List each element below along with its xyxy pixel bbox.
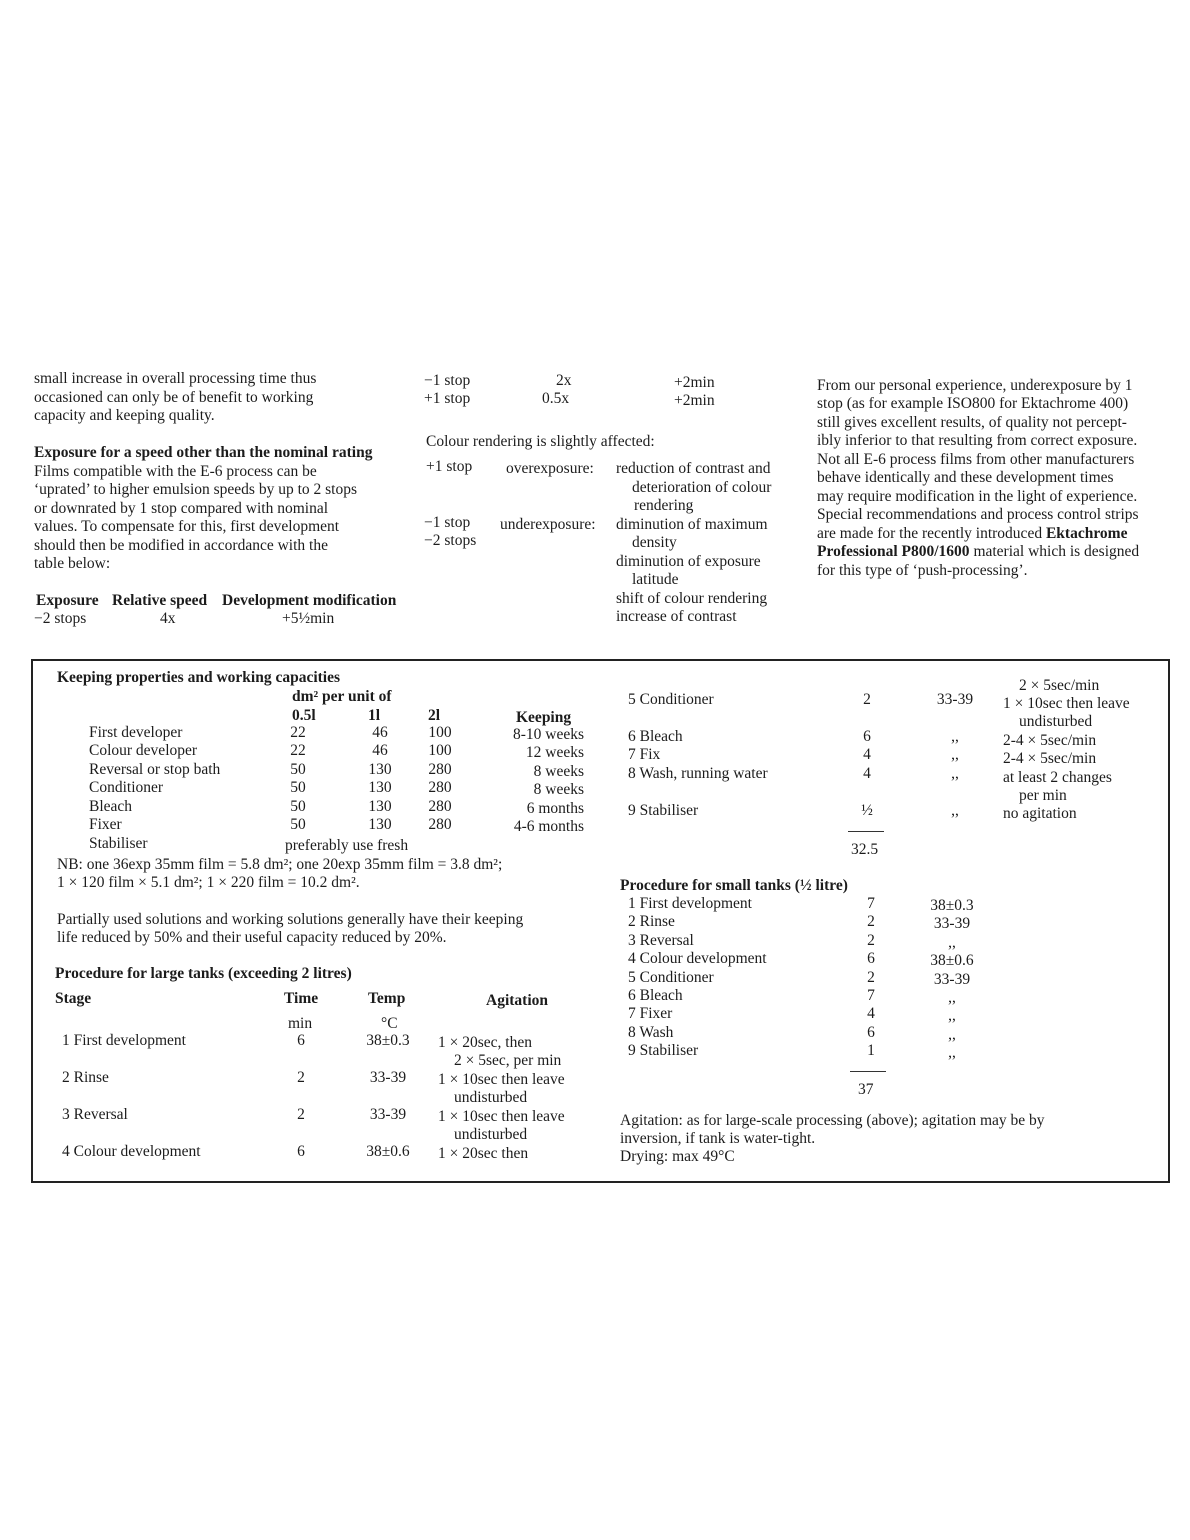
large-row-stage: 1 First development	[62, 1032, 186, 1049]
small-row-time: 6	[867, 1023, 875, 1041]
agitation-line: Agitation: as for large-scale processing (above); agitation may be by	[620, 1112, 1045, 1129]
large-row-time: 4	[863, 746, 871, 763]
large-row-agitation: 2-4 × 5sec/min	[1003, 732, 1097, 749]
large-row-time: 6	[297, 1032, 305, 1049]
large-row-temp: ,,	[951, 802, 959, 819]
cell-exposure: −2 stops	[34, 610, 87, 627]
experience-line	[817, 543, 1139, 562]
keeping-row-one-litre: 46	[372, 724, 388, 741]
exposure-line: values. To compensate for this, first development	[34, 518, 340, 535]
large-row-time: 6	[297, 1143, 305, 1160]
keeping-row-two-litre: 280	[428, 779, 452, 796]
small-row-stage: 7 Fixer	[628, 1005, 673, 1023]
small-row-temp: ,,	[948, 1025, 956, 1043]
large-row-temp: 33-39	[369, 1106, 407, 1123]
keeping-row-half-litre: 22	[290, 724, 306, 741]
keeping-row-two-litre: 280	[428, 816, 452, 833]
under-effect: diminution of exposure	[616, 553, 761, 570]
experience-line: ibly inferior to that resulting from correct exposure.	[817, 432, 1138, 449]
cell-exposure: +1 stop	[424, 390, 471, 407]
col-header-half-litre: 0.5l	[292, 707, 316, 724]
cell-development-modification: +2min	[674, 392, 715, 409]
large-row-agitation: 2 × 5sec, per min	[454, 1052, 562, 1069]
header-development-modification: Development modification	[222, 592, 397, 609]
exposure-line: ‘uprated’ to higher emulsion speeds by up to 2 stops	[34, 481, 358, 498]
keeping-row-name: First developer	[89, 724, 183, 741]
large-row-stage: 4 Colour development	[62, 1143, 201, 1160]
keeping-row-half-litre: 50	[290, 779, 306, 796]
over-effect: deterioration of colour	[632, 479, 772, 496]
large-row-agitation: 1 × 10sec then leave	[1003, 695, 1130, 712]
small-row-time: 6	[867, 950, 875, 968]
under-effect: density	[632, 534, 677, 551]
keeping-row-one-litre: 130	[368, 798, 392, 815]
large-row-agitation: undisturbed	[454, 1126, 528, 1143]
large-row-agitation: 2-4 × 5sec/min	[1003, 750, 1097, 767]
keeping-row-two-litre: 280	[428, 798, 452, 815]
under-label: underexposure:	[500, 516, 596, 533]
header-stage: Stage	[55, 990, 92, 1007]
experience-line: Special recommendations and process control strips	[817, 506, 1139, 523]
small-row-stage: 8 Wash	[628, 1023, 674, 1041]
exposure-line: or downrated by 1 stop compared with nominal	[34, 500, 329, 517]
large-row-agitation: 1 × 10sec then leave	[438, 1108, 565, 1125]
large-row-temp: 33-39	[369, 1069, 407, 1086]
total-rule	[848, 831, 884, 832]
keeping-row-one-litre: 130	[368, 761, 392, 778]
large-total: 32.5	[851, 841, 879, 858]
under-stop: −2 stops	[424, 532, 477, 549]
small-row-stage: 4 Colour development	[628, 950, 767, 968]
large-row-time: 2	[297, 1106, 305, 1123]
keeping-row-name: Fixer	[89, 816, 122, 833]
small-row-time: 1	[867, 1042, 875, 1060]
keeping-row-name: Bleach	[89, 798, 133, 815]
keeping-row-two-litre: 280	[428, 761, 452, 778]
experience-line: Not all E-6 process films from other manufacturers	[817, 451, 1135, 468]
keeping-row-duration: 8 weeks	[533, 763, 584, 780]
col-header-one-litre: 1l	[368, 707, 381, 724]
product-name: Ektachrome	[1045, 525, 1128, 542]
small-row-time: 7	[867, 895, 875, 912]
small-row-time: 2	[867, 968, 875, 986]
large-row-stage: 2 Rinse	[62, 1069, 109, 1086]
keeping-row-half-litre: 50	[290, 816, 306, 833]
under-effect: shift of colour rendering	[616, 590, 768, 607]
under-stop: −1 stop	[424, 514, 471, 531]
cell-exposure: −1 stop	[424, 372, 471, 389]
header-relative-speed: Relative speed	[112, 592, 208, 609]
large-row-agitation: at least 2 changes	[1003, 769, 1112, 786]
large-row-stage: 6 Bleach	[628, 728, 683, 745]
large-row-agitation: undisturbed	[454, 1089, 528, 1106]
header-exposure: Exposure	[36, 592, 99, 609]
cell-development-modification: +5½min	[282, 610, 335, 627]
experience-line: for this type of ‘push-processing’.	[817, 562, 1028, 579]
small-row-stage: 9 Stabiliser	[628, 1042, 699, 1060]
small-row-time: 2	[867, 931, 875, 949]
under-effect: diminution of maximum	[616, 516, 768, 533]
keeping-row-name: Conditioner	[89, 779, 164, 796]
intro-line: capacity and keeping quality.	[34, 407, 215, 424]
small-tank-title: Procedure for small tanks (½ litre)	[620, 877, 848, 894]
experience-line: From our personal experience, underexposure by 1	[817, 377, 1133, 394]
small-total: 37	[858, 1081, 874, 1098]
small-row-stage: 1 First development	[628, 895, 752, 912]
cell-development-modification: +2min	[674, 374, 715, 391]
large-row-stage: 7 Fix	[628, 746, 661, 763]
large-row-temp: 33-39	[936, 691, 974, 708]
small-row-stage: 2 Rinse	[628, 913, 675, 931]
stabiliser-note: preferably use fresh	[285, 837, 409, 854]
large-row-temp: 38±0.6	[366, 1143, 410, 1160]
colour-rendering-heading: Colour rendering is slightly affected:	[426, 433, 655, 450]
keeping-row-one-litre: 130	[368, 816, 392, 833]
keeping-row-duration: 4-6 months	[513, 818, 584, 835]
keeping-row-two-litre: 100	[428, 742, 452, 759]
large-row-agitation: 1 × 10sec then leave	[438, 1071, 565, 1088]
col-header-two-litre: 2l	[428, 707, 441, 724]
small-row-temp: ,,	[948, 933, 956, 951]
stabiliser-name: Stabiliser	[89, 835, 148, 852]
large-tank-title: Procedure for large tanks (exceeding 2 litres)	[55, 965, 352, 982]
nb-line: 1 × 120 film × 5.1 dm²; 1 × 220 film = 10.2 dm².	[57, 874, 360, 891]
header-agitation: Agitation	[486, 992, 548, 1009]
partial-line: life reduced by 50% and their useful capacity reduced by 20%.	[57, 929, 447, 946]
experience-line	[817, 525, 1127, 544]
experience-line: stop (as for example ISO800 for Ektachrome 400)	[817, 395, 1129, 412]
small-row-temp: ,,	[948, 989, 956, 1006]
over-effect: reduction of contrast and	[616, 460, 771, 477]
cell-relative-speed: 0.5x	[542, 390, 570, 407]
large-row-temp: ,,	[951, 746, 959, 763]
large-row-stage: 9 Stabiliser	[628, 802, 699, 819]
experience-line: may require modification in the light of experience.	[817, 488, 1138, 505]
header-temp: Temp	[368, 990, 406, 1007]
exposure-heading: Exposure for a speed other than the nominal rating	[34, 444, 373, 461]
keeping-row-half-litre: 50	[290, 761, 306, 778]
keeping-row-half-litre: 22	[290, 742, 306, 759]
header-time: Time	[284, 990, 319, 1007]
cell-relative-speed: 4x	[160, 610, 176, 627]
keeping-row-duration: 12 weeks	[525, 744, 584, 761]
small-row-stage: 5 Conditioner	[628, 968, 714, 986]
keeping-row-name: Reversal or stop bath	[89, 761, 221, 778]
large-row-time: 2	[863, 691, 871, 708]
large-row-time: 4	[863, 765, 871, 782]
experience-text: material which is designed	[973, 543, 1140, 560]
large-row-agitation: no agitation	[1003, 805, 1077, 822]
small-row-stage: 6 Bleach	[628, 987, 683, 1004]
keeping-row-one-litre: 46	[372, 742, 388, 759]
partial-line: Partially used solutions and working solutions generally have their keeping	[57, 911, 524, 928]
under-effect: increase of contrast	[616, 608, 737, 625]
under-effect: latitude	[632, 571, 679, 588]
large-row-time: ½	[861, 802, 873, 819]
intro-line: occasioned can only be of benefit to working	[34, 389, 314, 406]
small-row-temp: 33-39	[933, 915, 971, 933]
large-row-time: 6	[863, 728, 871, 745]
keeping-row-one-litre: 130	[368, 779, 392, 796]
product-name: Professional P800/1600	[817, 543, 970, 560]
unit-celsius: °C	[381, 1015, 398, 1032]
large-row-temp: 38±0.3	[366, 1032, 410, 1049]
over-label: overexposure:	[506, 460, 594, 477]
large-row-stage: 3 Reversal	[62, 1106, 128, 1123]
experience-text: are made for the recently introduced	[817, 525, 1043, 542]
cell-relative-speed: 2x	[556, 372, 572, 389]
agitation-line: inversion, if tank is water-tight.	[620, 1130, 816, 1147]
keeping-row-name: Colour developer	[89, 742, 198, 759]
large-row-agitation: undisturbed	[1019, 713, 1093, 730]
over-stop: +1 stop	[426, 458, 473, 475]
keeping-row-half-litre: 50	[290, 798, 306, 815]
large-row-temp: ,,	[951, 765, 959, 782]
keeping-row-duration: 6 months	[526, 800, 584, 817]
small-row-temp: ,,	[948, 1007, 956, 1025]
small-row-temp: 38±0.3	[930, 897, 974, 914]
large-row-stage: 8 Wash, running water	[628, 765, 768, 782]
exposure-line: Films compatible with the E-6 process can be	[34, 463, 317, 480]
small-row-temp: 33-39	[933, 970, 971, 988]
large-row-agitation: 2 × 5sec/min	[1019, 677, 1100, 694]
large-row-temp: ,,	[951, 728, 959, 745]
keeping-row-duration: 8 weeks	[533, 781, 584, 798]
keeping-title: Keeping properties and working capacities	[57, 669, 341, 686]
large-row-agitation: per min	[1019, 787, 1067, 804]
large-row-stage: 5 Conditioner	[628, 691, 714, 708]
drying-note: Drying: max 49°C	[620, 1148, 735, 1165]
keeping-row-duration: 8-10 weeks	[512, 726, 584, 743]
small-row-time: 2	[867, 913, 875, 931]
small-row-temp: 38±0.6	[930, 952, 974, 970]
large-row-agitation: 1 × 20sec then	[438, 1145, 529, 1162]
small-row-temp: ,,	[948, 1044, 956, 1062]
small-row-stage: 3 Reversal	[628, 931, 694, 949]
unit-min: min	[288, 1015, 313, 1032]
experience-line: still gives excellent results, of quality not percept-	[817, 414, 1127, 431]
exposure-line: should then be modified in accordance with the	[34, 537, 328, 554]
large-row-time: 2	[297, 1069, 305, 1086]
small-row-time: 4	[867, 1005, 875, 1023]
large-row-agitation: 1 × 20sec, then	[438, 1034, 532, 1051]
intro-line: small increase in overall processing time thus	[34, 370, 317, 387]
over-effect: rendering	[634, 497, 694, 514]
small-row-time: 7	[867, 987, 875, 1004]
dm-header: dm² per unit of	[292, 688, 392, 705]
keeping-row-two-litre: 100	[428, 724, 452, 741]
col-header-keeping: Keeping	[516, 709, 572, 726]
exposure-line: table below:	[34, 555, 111, 572]
total-rule	[850, 1071, 886, 1072]
experience-line: behave identically and these development times	[817, 469, 1114, 486]
nb-line: NB: one 36exp 35mm film = 5.8 dm²; one 20exp 35mm film = 3.8 dm²;	[57, 856, 503, 873]
